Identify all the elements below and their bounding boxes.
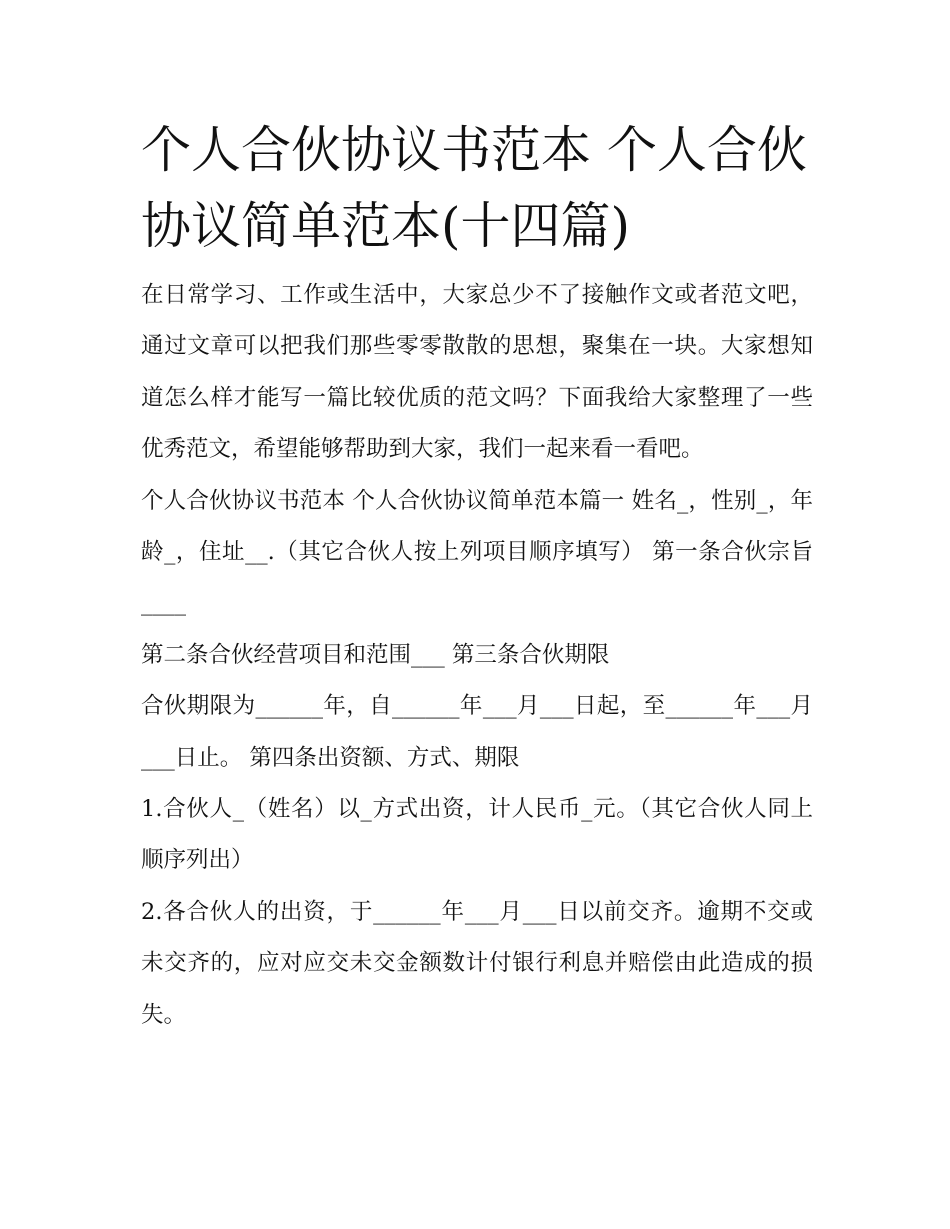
document-title: 个人合伙协议书范本 个人合伙协议简单范本(十四篇) <box>141 121 807 255</box>
contribution-item-1: 1.合伙人_（姓名）以_方式出资，计人民币_元。（其它合伙人同上顺序列出） <box>141 796 813 874</box>
article-one-paragraph: 个人合伙协议书范本 个人合伙协议简单范本篇一 姓名_，性别_，年龄_，住址__.（其它合伙人按上列项目顺序填写） 第一条合伙宗旨____ <box>141 487 813 617</box>
article-two-three-paragraph: 第二条合伙经营项目和范围___ 第三条合伙期限 <box>141 641 610 668</box>
intro-paragraph: 在日常学习、工作或生活中，大家总少不了接触作文或者范文吧，通过文章可以把我们那些零零散散的思想，聚集在一块。大家想知道怎么样才能写一篇比较优质的范文吗？下面我给大家整理了一些优秀范文，希望能够帮助到大家，我们一起来看一看吧。 <box>141 282 813 463</box>
term-paragraph: 合伙期限为______年，自______年___月___日起，至______年___月___日止。 第四条出资额、方式、期限 <box>141 693 813 771</box>
contribution-item-2: 2.各合伙人的出资，于______年___月___日以前交齐。逾期不交或未交齐的，应对应交未交金额数计付银行利息并赔偿由此造成的损失。 <box>141 898 813 1028</box>
document-body <box>141 112 813 1041</box>
